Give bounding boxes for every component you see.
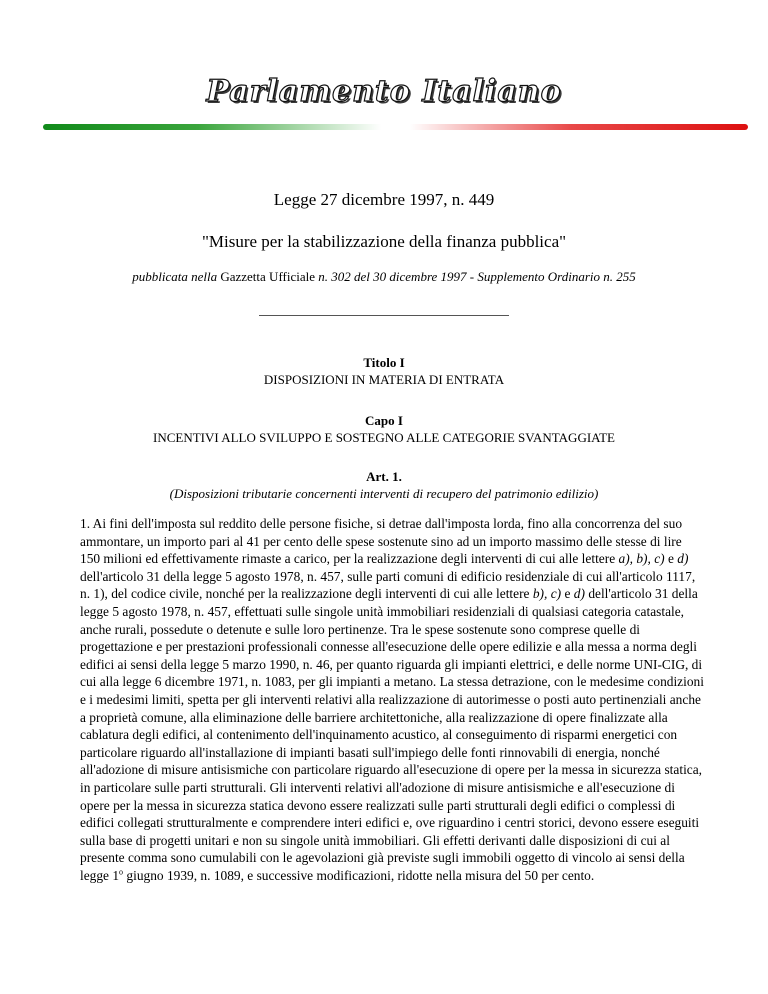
page-header [0,0,768,140]
paragraph-italic: a), b), c) [618,551,665,567]
capo-text: INCENTIVI ALLO SVILUPPO E SOSTEGNO ALLE CATEGORIE SVANTAGGIATE [152,430,615,445]
parlamento-italiano-logo: Parlamento Italiano [206,74,562,109]
paragraph-text: dell'articolo 31 della legge 5 agosto 1978, n. 457, sulle parti comuni di edificio residenziale di cui all'articolo 1117, n. 1), del codice civile, nonché per la realizzazione degli interventi di cui alle lettere [80,568,696,602]
capo-heading: Capo I [365,413,403,428]
law-title: Legge 27 dicembre 1997, n. 449 [273,190,495,209]
paragraph-text: giugno 1939, n. 1089, e successive modificazioni, ridotte nella misura del 50 per cento. [126,867,595,883]
tricolor-divider [43,124,748,130]
paragraph-text: 1. Ai fini dell'imposta sul reddito delle persone fisiche, si detrae dall'imposta lorda, fino alla concorrenza del suo ammontare, un importo pari al 41 per cento delle spese sostenute sino ad un importo massimo delle stesse di lire 150 milioni ed effettivamente rimaste a carico, per la realizzazione degli interventi di cui alle lettere [80,516,683,567]
horizontal-rule [259,315,509,316]
article-heading: Art. 1. [366,469,402,484]
paragraph-text: e [667,551,674,567]
publication-prefix: pubblicata nella [132,269,218,284]
article-paragraph-1 [80,515,705,884]
superscript-o: o [119,867,124,877]
paragraph-italic: b), c) [532,586,562,602]
article-section [0,468,768,502]
publication-details: n. 302 del 30 dicembre 1997 - Supplemento Ordinario n. 255 [318,269,636,284]
titolo-text: DISPOSIZIONI IN MATERIA DI ENTRATA [263,372,505,387]
titolo-section [0,354,768,388]
titolo-heading: Titolo I [363,355,405,370]
article-subheading: (Disposizioni tributarie concernenti interventi di recupero del patrimonio edilizio) [169,486,599,501]
capo-section [0,412,768,446]
gazette-name: Gazzetta Ufficiale [220,269,316,284]
paragraph-italic: d) [573,586,585,602]
paragraph-italic: d) [677,551,689,567]
paragraph-text: dell'articolo 31 della legge 5 agosto 1978, n. 457, effettuati sulle singole unità immobiliari residenziali di qualsiasi categoria catastale, anche rurali, possedute o detenute e sulle loro pertinenze. Tra le spese sostenute sono comprese quelle di progettazione e per prestazioni professionali connesse all'esecuzione delle opere edilizie e alla messa a norma degli edifici ai sensi della legge 5 marzo 1990, n. 46, per quanto riguarda gli impianti elettrici, e delle norme UNI-CIG, di cui alla legge 6 dicembre 1971, n. 1083, per gli impianti a metano. La stessa detrazione, con le medesime condizioni e i medesimi limiti, spetta per gli interventi relativi alla realizzazione di autorimesse o posti auto pertinenziali anche a proprietà comune, alla eliminazione delle barriere architettoniche, alla realizzazione di opere finalizzate alla cablatura degli edifici, al contenimento dell'inquinamento acustico, al conseguimento di risparmi energetici con particolare riguardo all'installazione di impianti basati sull'impiego delle fonti rinnovabili di energia, nonché all'adozione di misure antisismiche con particolare riguardo all'esecuzione di opere per la messa in sicurezza statica, in particolare sulle parti strutturali. Gli interventi relativi all'adozione di misure antisismiche e all'esecuzione di opere per la messa in sicurezza statica devono essere realizzati sulle parti strutturali degli edifici o complessi di edifici collegati strutturalmente e comprendere interi edifici e, ove riguardino i centri storici, devono essere eseguiti sulla base di progetti unitari e non su singole unità immobiliari. Gli effetti derivanti dalle disposizioni di cui al presente comma sono cumulabili con le agevolazioni già previste sugli immobili oggetto di vincolo ai sensi della legge 1 [80,586,704,883]
paragraph-text: e [564,586,571,602]
law-subtitle: "Misure per la stabilizzazione della finanza pubblica" [201,232,567,251]
publication-info [0,269,768,285]
